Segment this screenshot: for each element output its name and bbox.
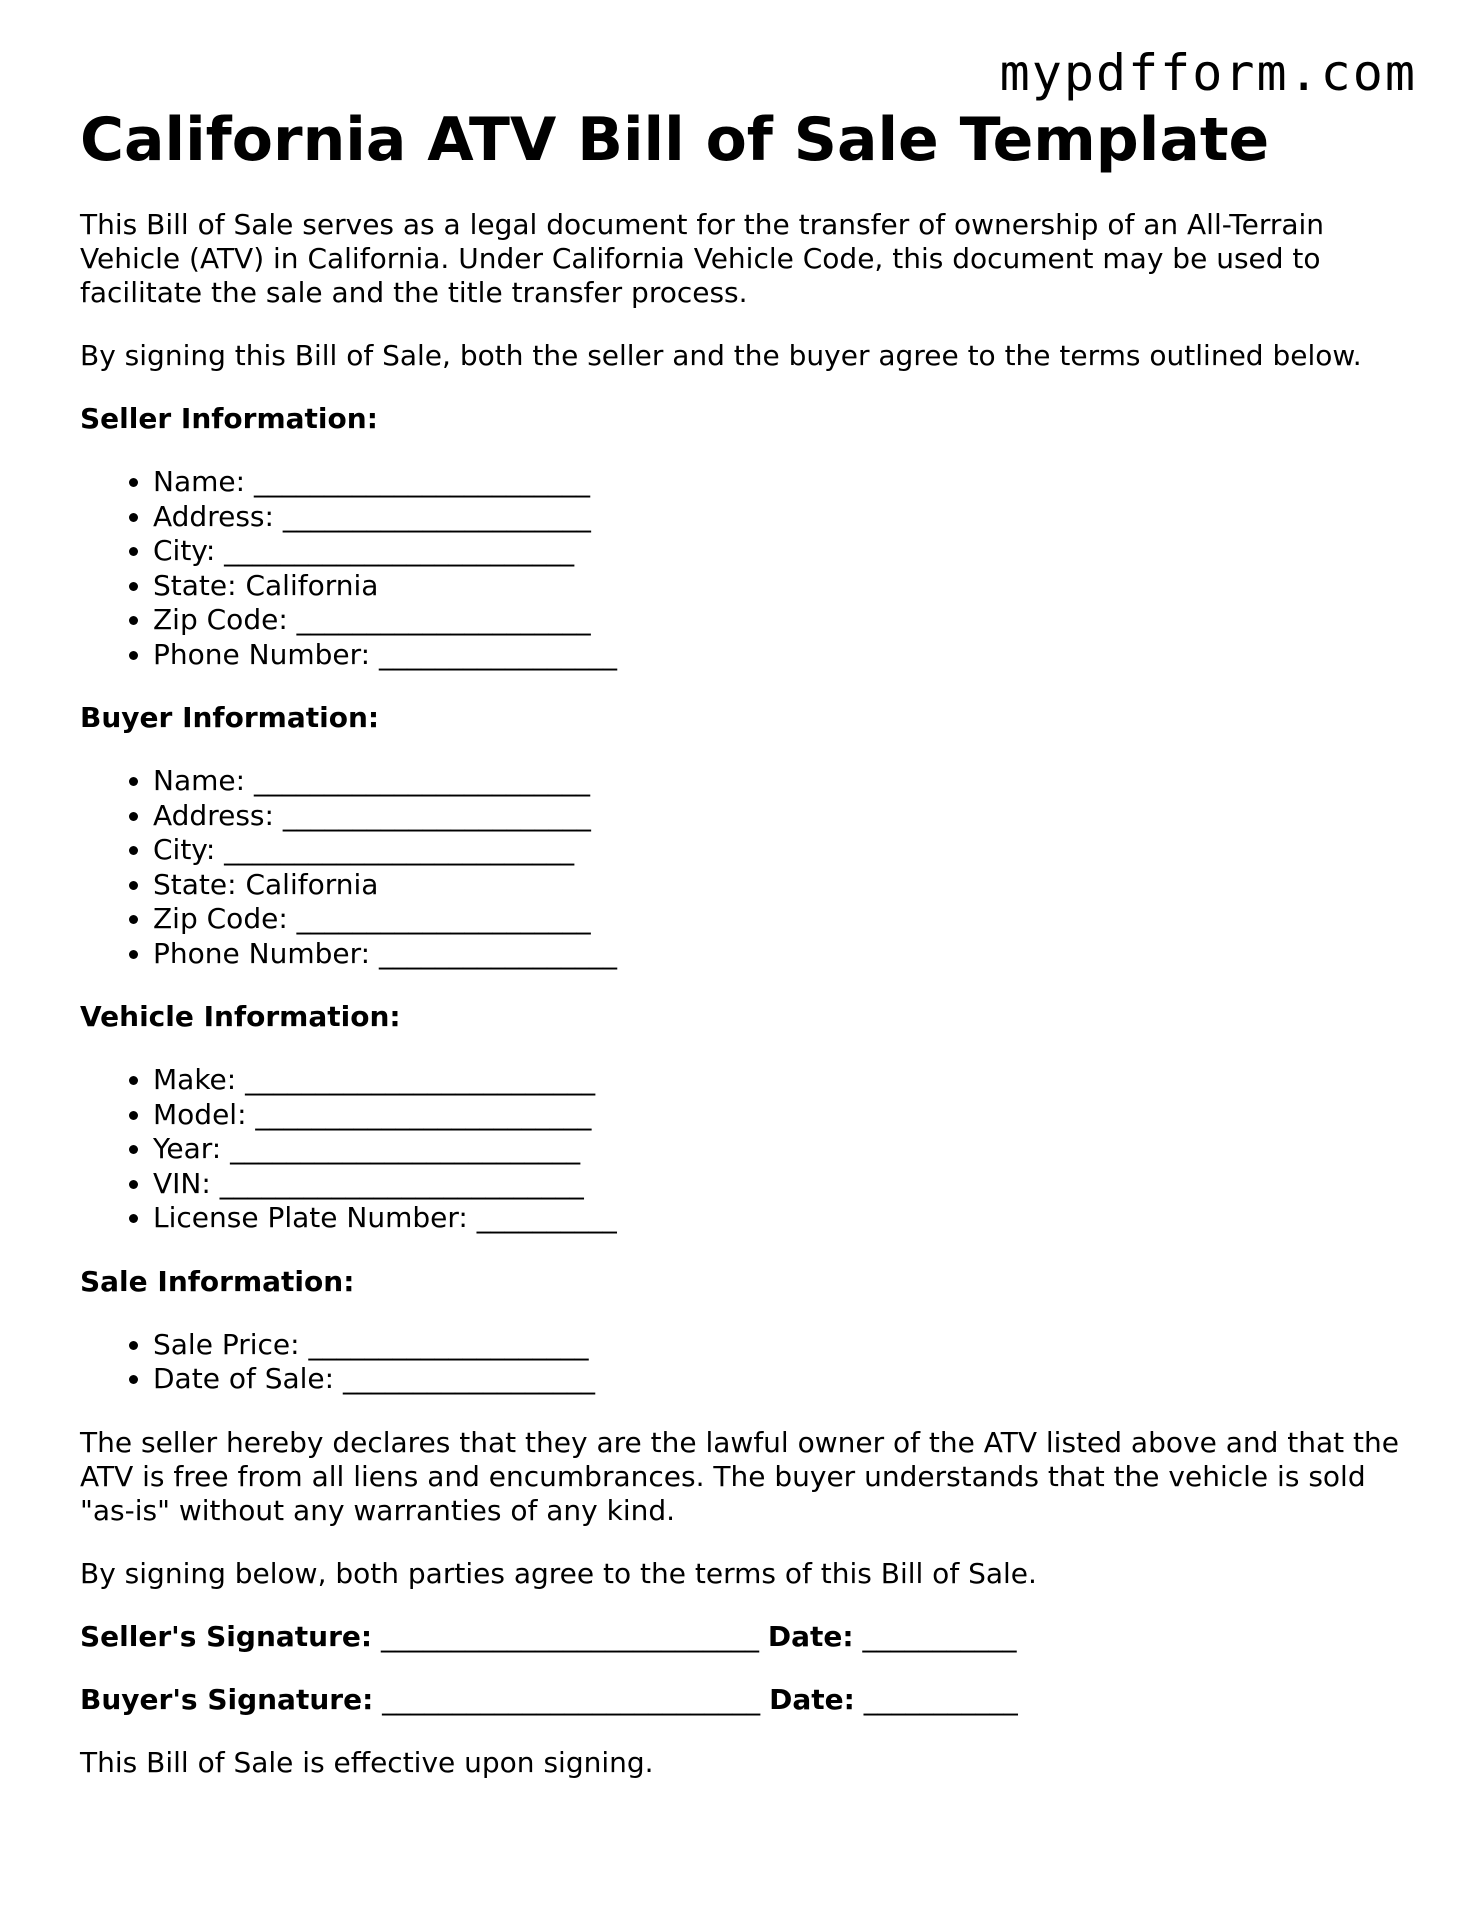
seller-city-field[interactable]: • City: _________________________ [153,534,1410,569]
seller-date-label: Date: [767,1619,854,1653]
vehicle-model-field[interactable]: • Model: ________________________ [153,1098,1410,1133]
page-title: California ATV Bill of Sale Template [80,105,1270,175]
seller-address-field[interactable]: • Address: ______________________ [153,500,1410,535]
document-page [80,100,1410,1780]
sale-price-field[interactable]: • Sale Price: ____________________ [153,1328,1410,1363]
sale-date-field[interactable]: • Date of Sale: __________________ [153,1362,1410,1397]
seller-state-field: • State: California [153,569,1410,604]
buyer-date-field[interactable]: ___________ [863,1682,1018,1716]
effective-statement: This Bill of Sale is effective upon signing. [80,1745,654,1779]
buyer-signature-field[interactable]: ___________________________ [382,1682,761,1716]
watermark: mypdfform.com [999,44,1417,102]
buyer-info-list [80,764,1410,971]
seller-phone-field[interactable]: • Phone Number: _________________ [153,638,1410,673]
buyer-signature-row [80,1683,1410,1717]
intro-paragraph: This Bill of Sale serves as a legal document for the transfer of ownership of an All-Terrain Vehicle (ATV) in California. Under California Vehicle Code, this document may be used to facilitate the sale and the title transfer process. [80,208,1325,309]
declaration-paragraph: The seller hereby declares that they are the lawful owner of the ATV listed above and that the ATV is free from all liens and encumbrances. The buyer understands that the vehicle is sold "as-is" without any warranties of any kind. [80,1425,1399,1527]
seller-signature-label: Seller's Signature: [80,1619,373,1653]
buyer-state-field: • State: California [153,868,1410,903]
buyer-address-field[interactable]: • Address: ______________________ [153,799,1410,834]
seller-section-heading: Seller Information: [80,402,378,435]
seller-signature-row [80,1620,1410,1654]
signing-agreement-paragraph: By signing below, both parties agree to the terms of this Bill of Sale. [80,1556,1037,1590]
buyer-section-heading: Buyer Information: [80,701,380,734]
sale-section-heading: Sale Information: [80,1264,355,1298]
buyer-name-field[interactable]: • Name: ________________________ [153,764,1410,799]
vehicle-license-plate-field[interactable]: • License Plate Number: __________ [153,1201,1410,1236]
seller-name-field[interactable]: • Name: ________________________ [153,465,1410,500]
buyer-date-label: Date: [769,1682,855,1716]
buyer-signature-label: Buyer's Signature: [80,1682,374,1716]
buyer-phone-field[interactable]: • Phone Number: _________________ [153,937,1410,972]
vehicle-year-field[interactable]: • Year: _________________________ [153,1132,1410,1167]
sale-info-list [80,1328,1410,1397]
vehicle-make-field[interactable]: • Make: _________________________ [153,1063,1410,1098]
vehicle-section-heading: Vehicle Information: [80,1000,401,1033]
seller-signature-field[interactable]: ___________________________ [381,1619,759,1653]
vehicle-vin-field[interactable]: • VIN: __________________________ [153,1167,1410,1202]
seller-zip-field[interactable]: • Zip Code: _____________________ [153,603,1410,638]
buyer-zip-field[interactable]: • Zip Code: _____________________ [153,902,1410,937]
agreement-paragraph: By signing this Bill of Sale, both the seller and the buyer agree to the terms outlined below. [80,339,1362,372]
buyer-city-field[interactable]: • City: _________________________ [153,833,1410,868]
seller-info-list [80,465,1410,672]
seller-date-field[interactable]: ___________ [862,1619,1017,1653]
vehicle-info-list [80,1063,1410,1236]
